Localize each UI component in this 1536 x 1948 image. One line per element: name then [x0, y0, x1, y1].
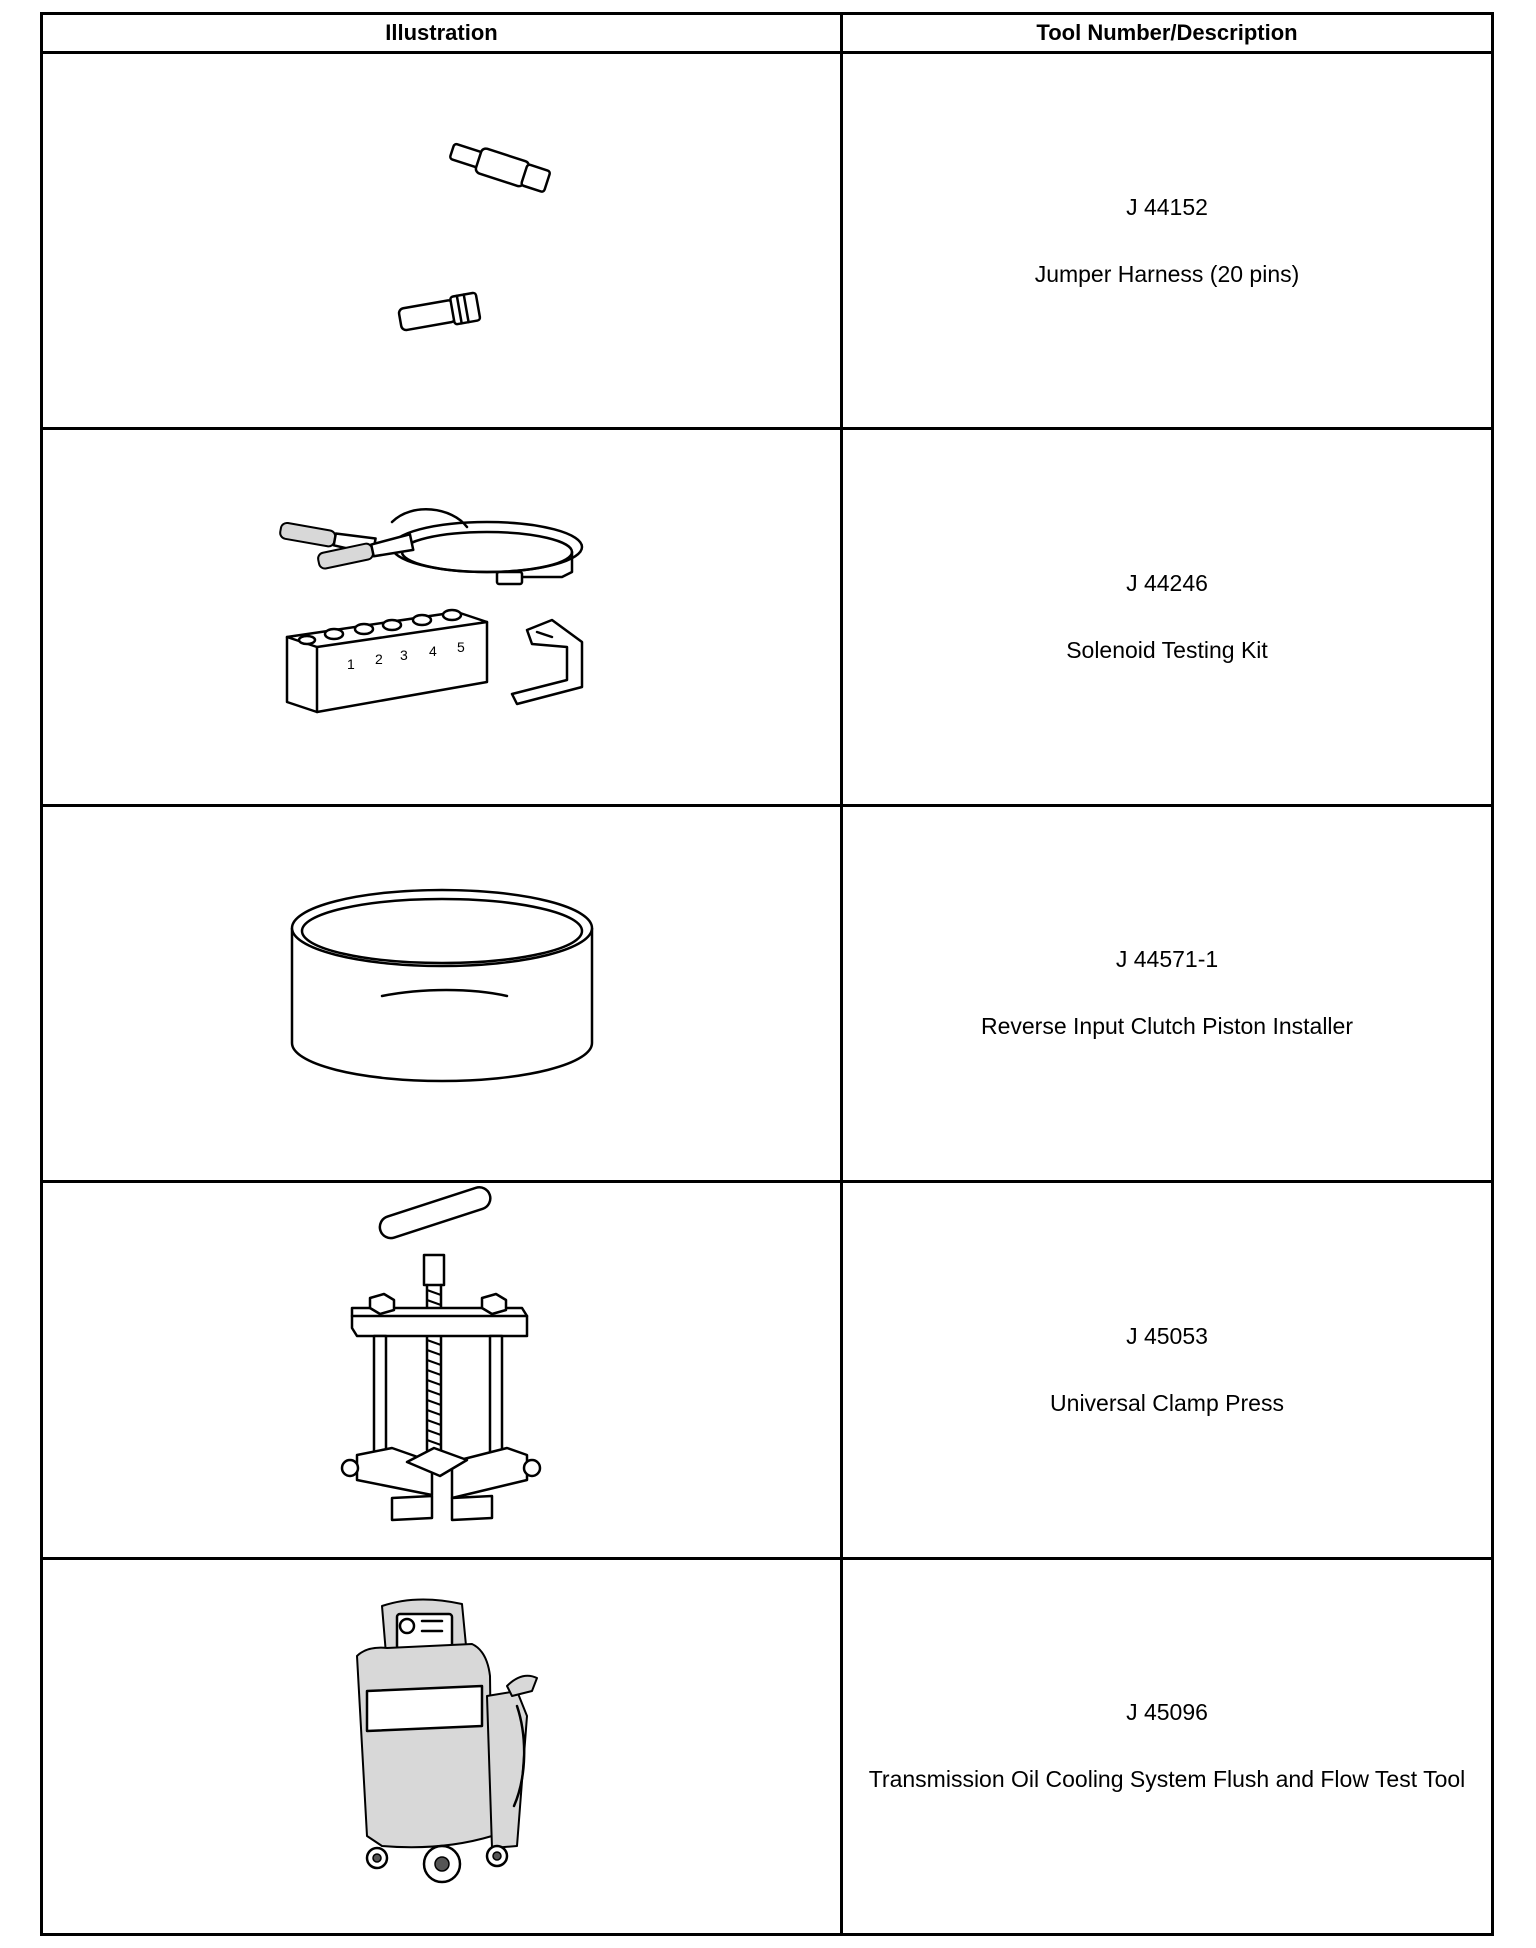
solenoid-testing-kit-illustration — [272, 482, 612, 752]
tool-number: J 44152 — [1126, 193, 1208, 220]
table-row — [42, 1558, 1493, 1934]
block-label-5: 5 — [456, 639, 465, 656]
header-row — [42, 14, 1493, 53]
tool-description: Solenoid Testing Kit — [1066, 637, 1268, 664]
clamp-press-illustration — [332, 1200, 552, 1540]
tool-description: Reverse Input Clutch Piston Installer — [980, 1013, 1353, 1040]
illustration-cell — [42, 429, 842, 805]
description-cell — [842, 805, 1493, 1181]
block-label-2: 2 — [374, 651, 383, 668]
block-label-3: 3 — [399, 647, 408, 664]
block-label-1: 1 — [346, 656, 355, 673]
description-cell — [842, 1558, 1493, 1934]
tool-number: J 45096 — [1126, 1699, 1208, 1726]
illustration-cell — [42, 1558, 842, 1934]
table-row — [42, 53, 1493, 429]
block-label-4: 4 — [428, 643, 437, 660]
description-cell — [842, 53, 1493, 429]
table-row — [42, 429, 1493, 805]
description-cell — [842, 1182, 1493, 1558]
tool-description: Jumper Harness (20 pins) — [1034, 260, 1300, 287]
tool-number: J 44246 — [1126, 570, 1208, 597]
illustration-cell — [42, 1182, 842, 1558]
flush-flow-test-tool-illustration — [342, 1596, 542, 1896]
illustration-header: Illustration — [42, 14, 842, 53]
clutch-piston-installer-illustration — [282, 873, 602, 1113]
description-cell — [842, 429, 1493, 805]
tool-description: Transmission Oil Cooling System Flush and Flow Test Tool — [868, 1766, 1466, 1793]
description-header: Tool Number/Description — [842, 14, 1493, 53]
tool-table — [40, 12, 1494, 1936]
illustration-cell — [42, 805, 842, 1181]
illustration-cell — [42, 53, 842, 429]
table-row — [42, 805, 1493, 1181]
tool-number: J 45053 — [1126, 1322, 1208, 1349]
tool-number: J 44571-1 — [1115, 946, 1219, 973]
tool-description: Universal Clamp Press — [1050, 1389, 1284, 1416]
table-row — [42, 1182, 1493, 1558]
jumper-harness-illustration — [292, 121, 592, 361]
